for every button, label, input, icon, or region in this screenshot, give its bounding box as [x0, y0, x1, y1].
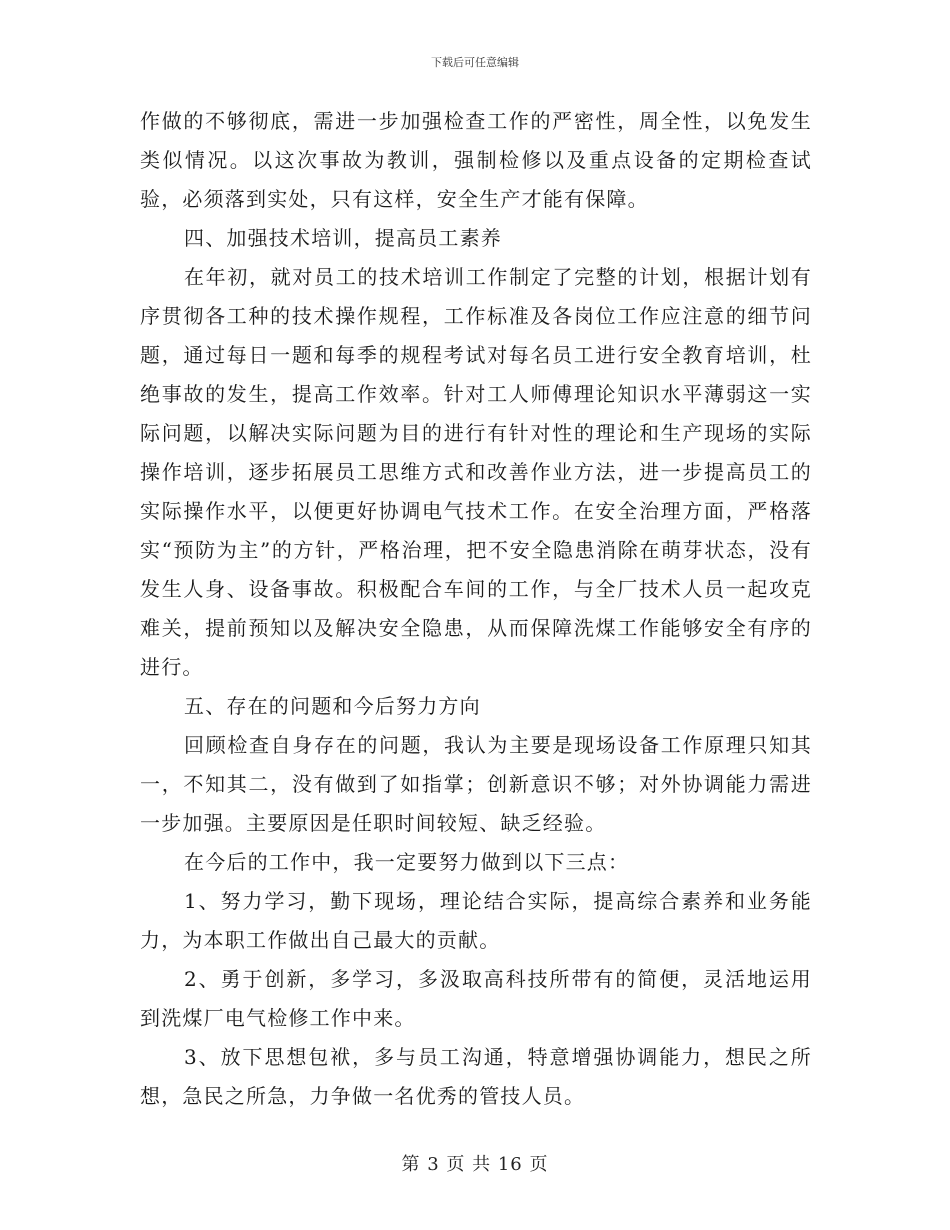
paragraph-review: 回顾检查自身存在的问题，我认为主要是现场设备工作原理只知其一，不知其二，没有做到了如指掌；创新意识不够；对外协调能力需进一步加强。主要原因是任职时间较短、缺乏经验。 [140, 733, 812, 835]
section-heading-five: 五、存在的问题和今后努力方向 [184, 694, 481, 718]
page-header-note: 下载后可任意编辑 [431, 56, 519, 69]
section-heading-four: 四、加强技术培训，提高员工素养 [184, 226, 502, 250]
document-body [140, 102, 812, 1116]
list-item-point-3: 3、放下思想包袱，多与员工沟通，特意增强协调能力，想民之所想，急民之所急，力争做一名优秀的管技人员。 [140, 1045, 812, 1108]
paragraph-continuation: 作做的不够彻底，需进一步加强检查工作的严密性，周全性，以免发生类似情况。以这次事故为教训，强制检修以及重点设备的定期检查试验，必须落到实处，只有这样，安全生产才能有保障。 [140, 109, 812, 211]
paragraph-future-intro: 在今后的工作中，我一定要努力做到以下三点： [184, 850, 630, 874]
page-number-footer: 第 3 页 共 16 页 [401, 1154, 549, 1175]
paragraph-training: 在年初，就对员工的技术培训工作制定了完整的计划，根据计划有序贯彻各工种的技术操作规程，工作标准及各岗位工作应注意的细节问题，通过每日一题和每季的规程考试对每名员工进行安全教育培训，杜绝事故的发生，提高工作效率。针对工人师傅理论知识水平薄弱这一实际问题，以解决实际问题为目的进行有针对性的理论和生产现场的实际操作培训，逐步拓展员工思维方式和改善作业方法，进一步提高员工的实际操作水平，以便更好协调电气技术工作。在安全治理方面，严格落实“预防为主”的方针，严格治理，把不安全隐患消除在萌芽状态，没有发生人身、设备事故。积极配合车间的工作，与全厂技术人员一起攻克难关，提前预知以及解决安全隐患，从而保障洗煤工作能够安全有序的进行。 [140, 265, 812, 679]
list-item-point-2: 2、勇于创新，多学习，多汲取高科技所带有的简便，灵活地运用到洗煤厂电气检修工作中来。 [140, 967, 812, 1030]
list-item-point-1: 1、努力学习，勤下现场，理论结合实际，提高综合素养和业务能力，为本职工作做出自己最大的贡献。 [140, 889, 812, 952]
